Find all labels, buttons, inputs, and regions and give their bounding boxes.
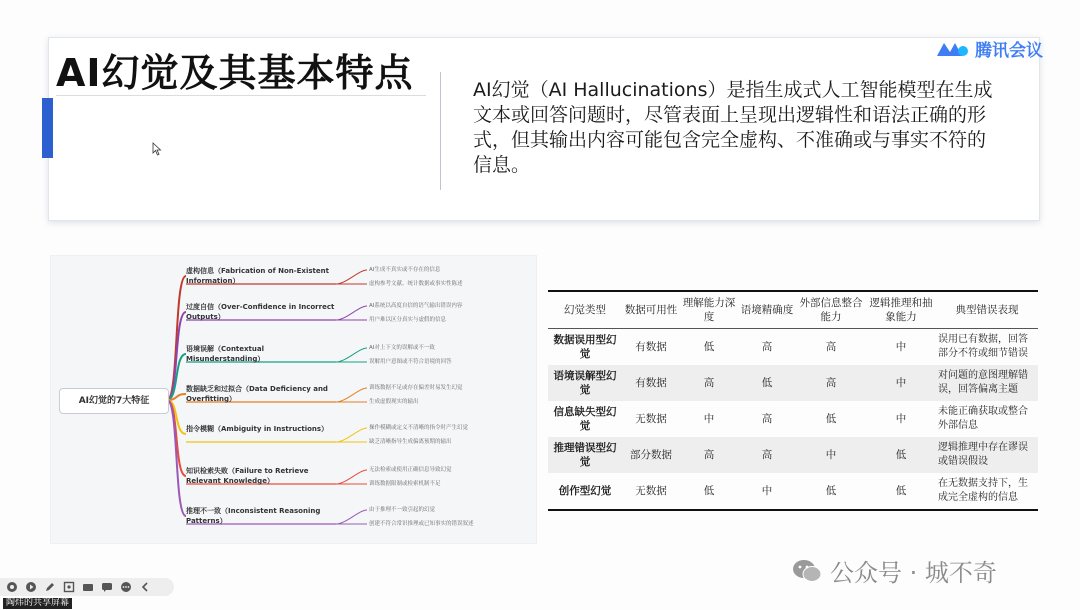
table-cell: 中 xyxy=(796,437,866,473)
brand-label: 腾讯会议 xyxy=(975,41,1043,61)
mindmap-branch-4: 数据缺乏和过拟合（Data Deficiency and Overfitting） xyxy=(186,385,328,403)
share-toolbar xyxy=(0,578,174,596)
mindmap-leaf-line xyxy=(336,388,367,402)
column-header: 外部信息整合能力 xyxy=(796,291,866,329)
table-cell: 中 xyxy=(738,473,796,510)
watermark-text: 公众号 · 城不奇 xyxy=(830,559,997,587)
mindmap-leaf-line xyxy=(336,270,367,284)
mindmap-leaf: 误解用户意图或不符合语境的回答 xyxy=(369,359,452,365)
table-cell: 高 xyxy=(825,341,837,353)
mindmap-branch-7: 推理不一致（Inconsistent Reasoning Patterns） xyxy=(186,507,321,525)
table-row xyxy=(548,401,1038,437)
table-cell: 高 xyxy=(796,365,866,401)
mindmap-leaf: 用户难以区分真实与虚假的信息 xyxy=(369,317,447,323)
more-icon[interactable] xyxy=(120,581,132,593)
header-divider xyxy=(440,72,441,190)
table-cell: 中 xyxy=(895,413,907,425)
mindmap-root: AI幻觉的7大特征 xyxy=(59,388,169,414)
definition-text: AI幻觉（AI Hallucinations）是指生成式人工智能模型在生成文本或回答问题时，尽管表面上呈现出逻辑性和语法正确的形式，但其输出内容可能包含完全虚构、不准确或与事实不符的信息。 xyxy=(473,79,993,176)
table-row xyxy=(548,329,1038,366)
table-cell: 低 xyxy=(796,473,866,510)
error-description-cell: 对问题的意图理解错误，回答偏离主题 xyxy=(936,365,1038,401)
table-cell: 高 xyxy=(761,413,773,425)
error-description-cell: 误用已有数据，回答部分不符或细节错误 xyxy=(938,334,1028,359)
table-row xyxy=(548,365,1038,401)
mindmap-leaf: 训练数据限制或检索机制不足 xyxy=(369,481,441,487)
table-cell: 低 xyxy=(866,473,936,510)
column-header: 典型错误表现 xyxy=(936,291,1038,329)
pen-icon[interactable] xyxy=(44,581,56,593)
table-cell: 有数据 xyxy=(622,365,680,401)
table-cell: 高 xyxy=(761,341,773,353)
table-row xyxy=(548,473,1038,510)
mindmap-branch-3: 语境误解（Contextual Misunderstanding） xyxy=(186,345,265,363)
table-cell: 高 xyxy=(680,437,738,473)
table-cell: 中 xyxy=(703,413,715,425)
hallucination-type-table xyxy=(548,290,1038,511)
mindmap-leaf: 虚构参考文献、统计数据或事实性陈述 xyxy=(369,281,463,287)
table-cell: 高 xyxy=(738,437,796,473)
mindmap-leaf: AI生成不真实或不存在的信息 xyxy=(369,267,441,273)
table-header-row xyxy=(548,291,1038,329)
mindmap-leaf-line xyxy=(336,348,367,362)
table-cell: 低 xyxy=(680,473,738,510)
wechat-icon xyxy=(792,558,822,584)
error-description-cell: 未能正确获取或整合外部信息 xyxy=(938,406,1028,431)
mindmap-leaf: 缺乏清晰指导生成偏离预期的输出 xyxy=(369,439,452,445)
table-cell: 低 xyxy=(703,341,715,353)
screen-share-label: 陶炜的共享屏幕 xyxy=(3,598,72,609)
table-cell: 中 xyxy=(866,365,936,401)
table-row xyxy=(548,437,1038,473)
mindmap-leaf-line xyxy=(336,428,367,442)
mindmap-leaf: 训练数据不足或存在偏差时易发生幻觉 xyxy=(369,385,463,391)
chat-icon[interactable] xyxy=(101,581,113,593)
title-underline xyxy=(56,95,426,96)
mindmap-branch-1: 虚构信息（Fabrication of Non-Existent Information） xyxy=(186,267,329,285)
column-header: 语境精确度 xyxy=(738,291,796,329)
mindmap-leaf: AI对上下文的误解或不一致 xyxy=(369,345,435,351)
screenshot-icon[interactable] xyxy=(63,581,75,593)
table-cell: 低 xyxy=(825,413,837,425)
mindmap-branch-6: 知识检索失败（Failure to Retrieve Relevant Knowledge） xyxy=(186,467,309,485)
camera-icon[interactable] xyxy=(82,581,94,593)
table-cell: 有数据 xyxy=(635,341,667,353)
mindmap-leaf: 无法检索或使用正确信息导致幻觉 xyxy=(369,467,452,473)
table-cell: 无数据 xyxy=(622,473,680,510)
mindmap-panel xyxy=(50,255,537,544)
table-cell: 中 xyxy=(895,341,907,353)
mindmap-leaf: 生成虚假现实的输出 xyxy=(369,399,419,405)
column-header: 幻觉类型 xyxy=(548,291,622,329)
record-icon[interactable] xyxy=(6,581,18,593)
play-icon[interactable] xyxy=(25,581,37,593)
mindmap-leaf-line xyxy=(336,470,367,484)
mindmap-leaf-line xyxy=(336,306,367,320)
mindmap-branch-2: 过度自信（Over-Confidence in Incorrect Outputs） xyxy=(186,303,335,321)
mindmap-leaf: 创建不符合常识推理或已知事实的错误叙述 xyxy=(369,521,474,527)
slide-title: AI幻觉及其基本特点 xyxy=(56,51,414,95)
row-header-cell: 推理错误型幻觉 xyxy=(548,437,622,473)
column-header: 理解能力深度 xyxy=(680,291,738,329)
mouse-cursor-icon xyxy=(152,142,162,156)
wechat-watermark xyxy=(792,553,997,588)
table-cell: 无数据 xyxy=(635,413,667,425)
error-description-cell: 在无数据支持下，生成完全虚构的信息 xyxy=(936,473,1038,510)
mindmap-leaf: 由于推理不一致引起的幻觉 xyxy=(369,507,436,513)
table-cell: 低 xyxy=(738,365,796,401)
column-header: 数据可用性 xyxy=(622,291,680,329)
row-header-cell: 语境误解型幻觉 xyxy=(548,365,622,401)
mindmap-leaf: AI系统以高度自信的语气输出错误内容 xyxy=(369,303,463,309)
collapse-icon[interactable] xyxy=(139,581,151,593)
accent-bar xyxy=(42,98,53,158)
table-cell: 部分数据 xyxy=(622,437,680,473)
mindmap-leaf: 操作模糊或定义不清晰的指令时产生幻觉 xyxy=(369,425,469,431)
row-header-cell: 数据误用型幻觉 xyxy=(553,334,617,360)
tencent-meeting-logo-icon xyxy=(935,40,969,58)
mindmap-branch-5: 指令模糊（Ambiguity in Instructions） xyxy=(186,425,329,433)
row-header-cell: 信息缺失型幻觉 xyxy=(553,406,617,432)
error-description-cell: 逻辑推理中存在谬误或错误假设 xyxy=(936,437,1038,473)
table-cell: 低 xyxy=(866,437,936,473)
mindmap-leaf-line xyxy=(336,510,367,524)
table-cell: 高 xyxy=(680,365,738,401)
meeting-brand xyxy=(935,36,1043,61)
column-header: 逻辑推理和抽象能力 xyxy=(866,291,936,329)
row-header-cell: 创作型幻觉 xyxy=(548,473,622,510)
